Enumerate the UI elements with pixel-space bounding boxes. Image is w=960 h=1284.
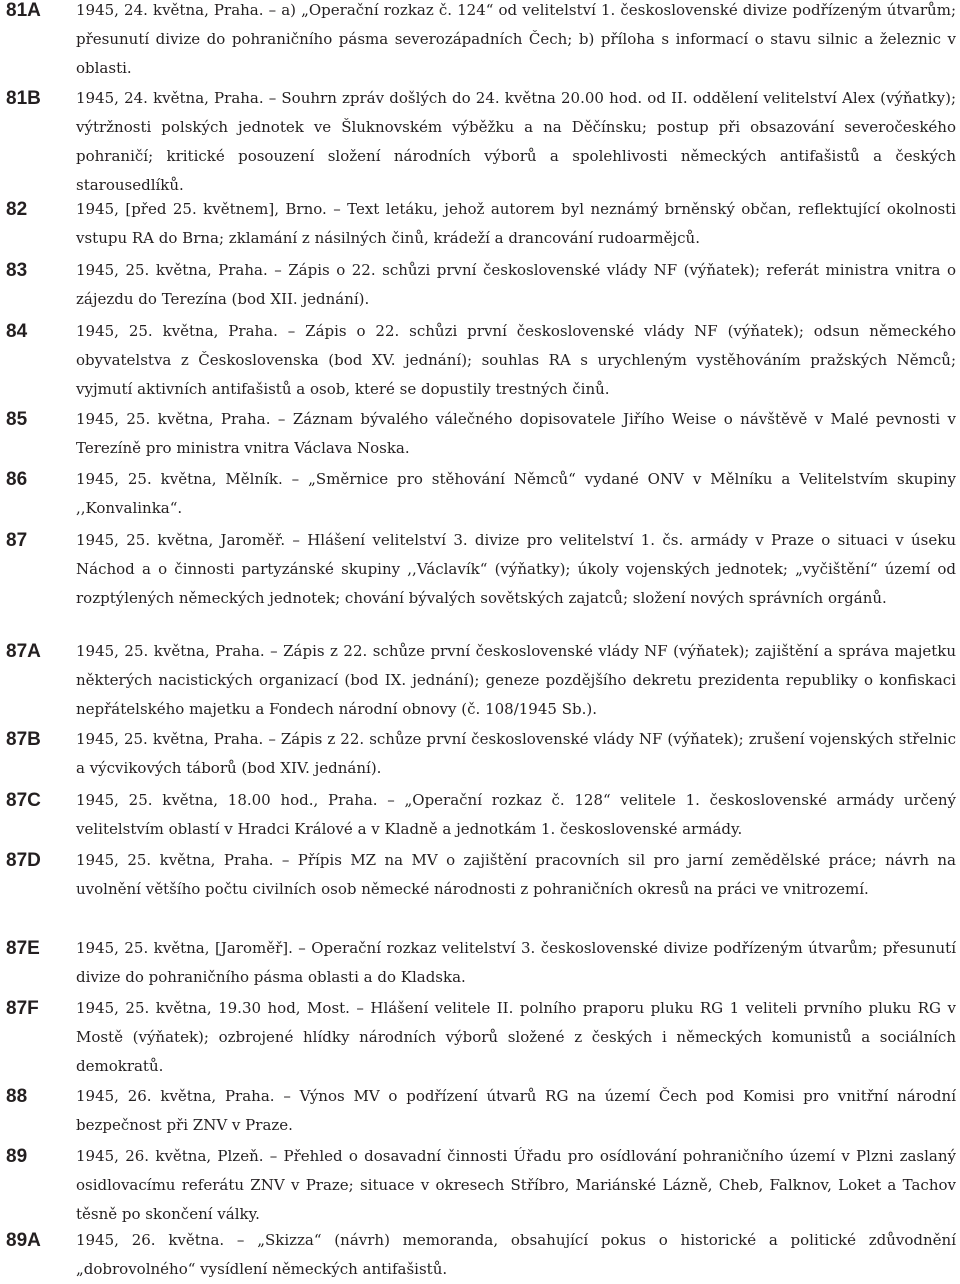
- entry-text: 1945, 24. května, Praha. – Souhrn zpráv došlých do 24. května 20.00 hod. od II. oddělení velitelství Alex (výňatky); výtržnosti polských jednotek ve Šluknovském výběžku a na Děčínsku; postup při obsazování severočeského pohraničí; kritické posouzení složení národních výborů a spolehlivosti německých antifašistů a českých starousedlíků.: [76, 89, 956, 194]
- entry-number: 89: [6, 1146, 28, 1167]
- entry-text: 1945, 25. května, Jaroměř. – Hlášení velitelství 3. divize pro velitelství 1. čs. armády v Praze o situaci v úseku Náchod a o činnosti partyzánské skupiny ,,Václavík“ (výňatky); úkoly vojenských jednotek; „vyčištění“ území od rozptýlených německých jednotek; chování bývalých sovětských zajatců; složení nových správních orgánů.: [76, 531, 956, 607]
- entry-number: 84: [6, 321, 28, 342]
- entry-number: 81B: [6, 88, 41, 109]
- entry-number: 87C: [6, 790, 41, 811]
- entry-number: 87B: [6, 729, 41, 750]
- entry-text: 1945, 25. května, Praha. – Zápis z 22. schůze první československé vlády NF (výňatek); zajištění a správa majetku některých nacistických organizací (bod IX. jednání); geneze pozdějšího dekretu prezidenta republiky o konfiskaci nepřátelského majetku a Fondech národní obnovy (č. 108/1945 Sb.).: [76, 642, 956, 718]
- entry-text: 1945, 25. května, Praha. – Zápis o 22. schůzi první československé vlády NF (výňatek); odsun německého obyvatelstva z Československa (bod XV. jednání); souhlas RA s urychleným vystěhováním pražských Němců; vyjmutí aktivních antifašistů a osob, které se dopustily trestných činů.: [76, 322, 956, 398]
- entry-text: 1945, 25. května, 18.00 hod., Praha. – „Operační rozkaz č. 128“ velitele 1. československé armády určený velitelstvím oblastí v Hradci Králové a v Kladně a jednotkám 1. československé armády.: [76, 791, 956, 838]
- entry-number: 85: [6, 409, 28, 430]
- entry-number: 88: [6, 1086, 28, 1107]
- entry-text: 1945, 24. května, Praha. – a) „Operační rozkaz č. 124“ od velitelství 1. československé divize podřízeným útvarům; přesunutí divize do pohraničního pásma severozápadních Čech; b) příloha s informací o stavu silnic a železnic v oblasti.: [76, 1, 956, 77]
- entry-text: 1945, 25. května, Praha. – Zápis z 22. schůze první československé vlády NF (výňatek); zrušení vojenských střelnic a výcvikových táborů (bod XIV. jednání).: [76, 730, 956, 777]
- entry-text: 1945, 25. května, Praha. – Přípis MZ na MV o zajištění pracovních sil pro jarní zemědělské práce; návrh na uvolnění většího počtu civilních osob německé národnosti z pohraničních okresů na práci ve vnitrozemí.: [76, 851, 956, 898]
- entry-text: 1945, 25. května, Praha. – Zápis o 22. schůzi první československé vlády NF (výňatek); referát ministra vnitra o zájezdu do Terezína (bod XII. jednání).: [76, 261, 956, 308]
- entry-text: 1945, 25. května, 19.30 hod, Most. – Hlášení velitele II. polního praporu pluku RG 1 veliteli prvního pluku RG v Mostě (výňatek); ozbrojené hlídky národních výborů složené z českých i německých komunistů a sociálních demokratů.: [76, 999, 956, 1075]
- entry-number: 87A: [6, 641, 41, 662]
- entry-number: 86: [6, 469, 28, 490]
- entry-text: 1945, [před 25. květnem], Brno. – Text letáku, jehož autorem byl neznámý brněnský občan, reflektující okolnosti vstupu RA do Brna; zklamání z násilných činů, krádeží a drancování rudoarmějců.: [76, 200, 956, 247]
- entry-text: 1945, 25. května, [Jaroměř]. – Operační rozkaz velitelství 3. československé divize podřízeným útvarům; přesunutí divize do pohraničního pásma oblasti a do Kladska.: [76, 939, 956, 986]
- entry-text: 1945, 25. května, Praha. – Záznam bývalého válečného dopisovatele Jiřího Weise o návštěvě v Malé pevnosti v Terezíně pro ministra vnitra Václava Noska.: [76, 410, 956, 457]
- entry-number: 87E: [6, 938, 40, 959]
- entry-text: 1945, 25. května, Mělník. – „Směrnice pro stěhování Němců“ vydané ONV v Mělníku a Velitelstvím skupiny ,,Konvalinka“.: [76, 470, 956, 517]
- entry-number: 87D: [6, 850, 41, 871]
- entry-number: 87F: [6, 998, 39, 1019]
- entry-number: 83: [6, 260, 28, 281]
- entry-text: 1945, 26. května, Praha. – Výnos MV o podřízení útvarů RG na území Čech pod Komisi pro vnitřní národní bezpečnost při ZNV v Praze.: [76, 1087, 956, 1134]
- entry-number: 81A: [6, 0, 41, 21]
- entry-number: 89A: [6, 1230, 41, 1251]
- entry-text: 1945, 26. května, Plzeň. – Přehled o dosavadní činnosti Úřadu pro osídlování pohraničního území v Plzni zaslaný osidlovacímu referátu ZNV v Praze; situace v okresech Stříbro, Mariánské Lázně, Cheb, Falknov, Loket a Tachov těsně po skončení války.: [76, 1147, 956, 1223]
- entry-number: 82: [6, 199, 28, 220]
- entry-number: 87: [6, 530, 28, 551]
- entry-text: 1945, 26. května. – „Skizza“ (návrh) memoranda, obsahující pokus o historické a politické zdůvodnění „dobrovolného“ vysídlení německých antifašistů.: [76, 1231, 956, 1278]
